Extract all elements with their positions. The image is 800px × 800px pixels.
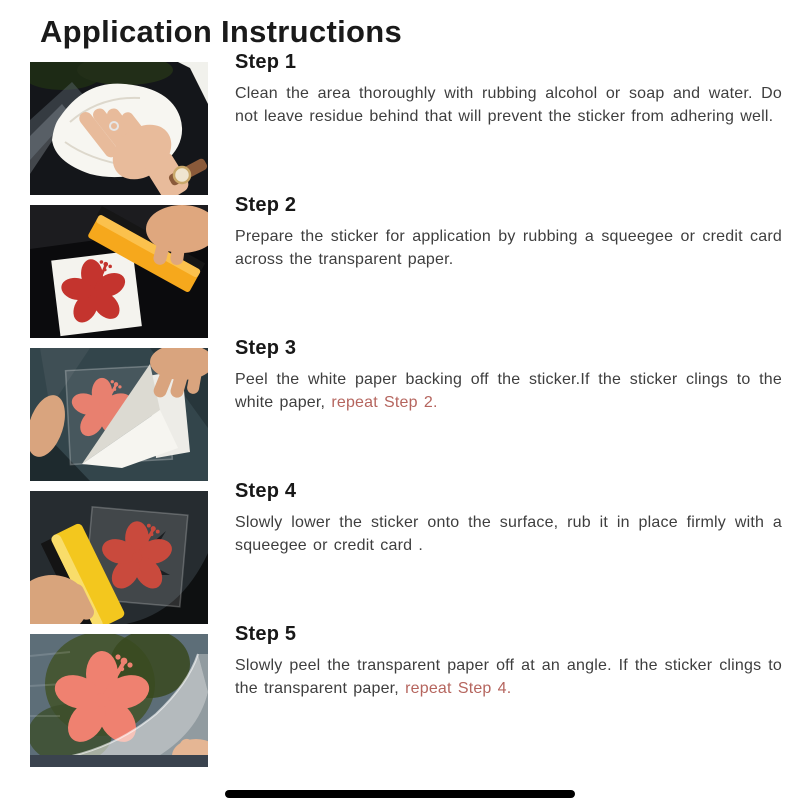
step4-text — [235, 480, 782, 558]
step1-text — [235, 51, 782, 129]
step-row-1 — [30, 51, 782, 195]
step2-photo-squeegee-prep — [30, 205, 208, 338]
step3-body-text: Peel the white paper backing off the sticker.If the sticker clings to the white paper, — [235, 371, 782, 411]
step3-photo-peel-backing — [30, 348, 208, 481]
step3-heading: Step 3 — [235, 337, 297, 359]
step3-body — [235, 369, 782, 415]
step5-text — [235, 623, 782, 701]
step2-body-text: Prepare the sticker for application by rubbing a squeegee or credit card across the transparent paper. — [235, 228, 782, 268]
step1-body-text: Clean the area thoroughly with rubbing alcohol or soap and water. Do not leave residue behind that will prevent the sticker from adhering well. — [235, 85, 782, 125]
step4-body — [235, 512, 782, 558]
step-row-2 — [30, 194, 782, 338]
step3-repeat-link[interactable]: repeat Step 2. — [331, 393, 438, 411]
home-indicator-bar — [225, 790, 575, 798]
step-row-4 — [30, 480, 782, 624]
step4-body-text: Slowly lower the sticker onto the surface, rub it in place firmly with a squeegee or credit card . — [235, 514, 782, 554]
step2-text — [235, 194, 782, 272]
step4-heading: Step 4 — [235, 480, 297, 502]
step5-body-text: Slowly peel the transparent paper off at an angle. If the sticker clings to the transparent paper, — [235, 657, 782, 697]
step1-photo-wipe-surface — [30, 62, 208, 195]
car-body-strip — [30, 755, 208, 767]
step1-body — [235, 83, 782, 129]
step5-photo-peel-transfer — [30, 634, 208, 767]
step5-heading: Step 5 — [235, 623, 297, 645]
step3-text — [235, 337, 782, 415]
step5-repeat-link[interactable]: repeat Step 4. — [405, 679, 512, 697]
step-row-3 — [30, 337, 782, 481]
step5-body — [235, 655, 782, 701]
page-title: Application Instructions — [40, 14, 402, 49]
step2-heading: Step 2 — [235, 194, 297, 216]
step2-body — [235, 226, 782, 272]
steps-list — [0, 51, 800, 767]
step1-heading: Step 1 — [235, 51, 297, 73]
step4-photo-apply-sticker — [30, 491, 208, 624]
step-row-5 — [30, 623, 782, 767]
